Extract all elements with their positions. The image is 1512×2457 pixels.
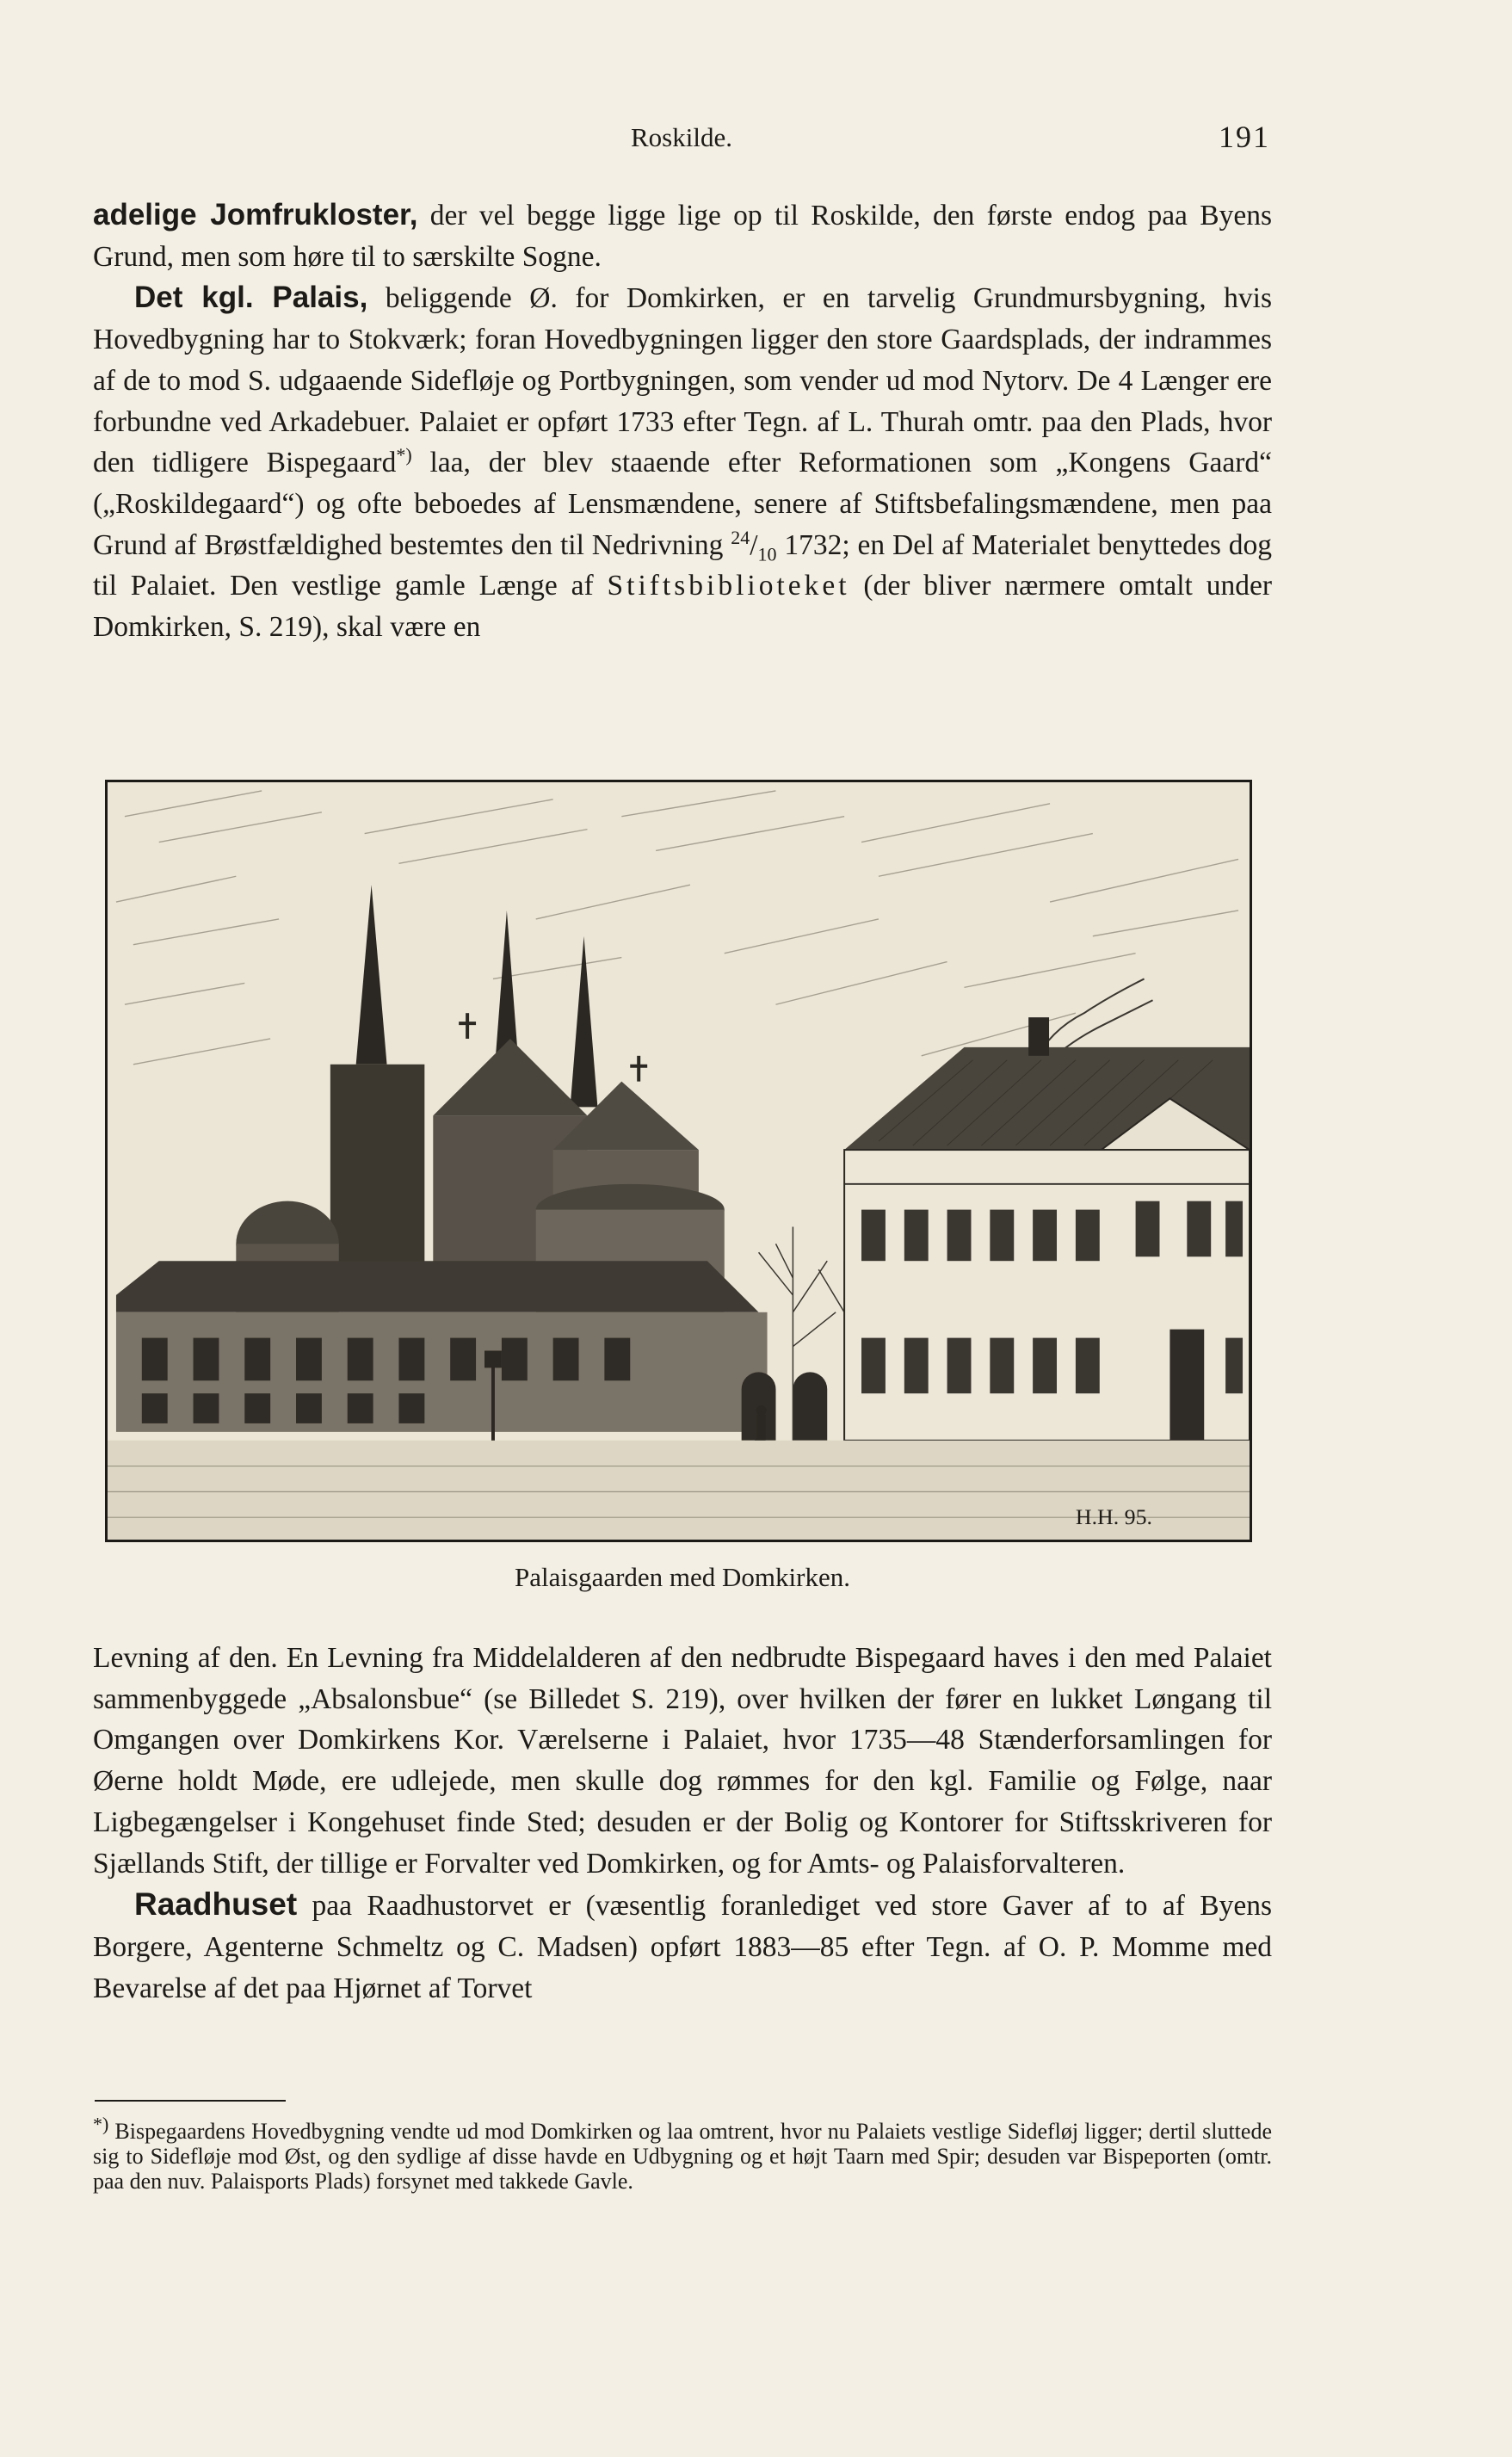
page-header — [93, 119, 1270, 162]
heading-raadhuset: Raadhuset — [134, 1886, 298, 1923]
paragraph-text: beliggende Ø. for Domkirken, er en tarvelig Grundmursbygning, hvis Hovedbygning har to Stokværk; foran Hovedbygningen ligger den store Gaardsplads, der indrammes af de to mod S. udgaaende Sidefløje og Portbygningen, som vender ud mod Nytorv. De 4 Længer ere forbundne ved Arkadebuer. Palaiet er opført 1733 efter Tegn. af L. Thurah omtr. paa den Plads, hvor den tidligere Bispegaard — [93, 282, 1272, 479]
footnote-reference: *) — [396, 444, 412, 466]
running-title: Roskilde. — [631, 122, 732, 152]
footnote — [93, 2113, 1272, 2194]
paragraph-text: (der bliver nærmere omtalt under Domkirken, S. 219), skal være en — [93, 570, 1272, 644]
sky-hatching — [116, 791, 1238, 1065]
footnote-text: Bispegaardens Hovedbygning vendte ud mod Domkirken og laa omtrent, hvor nu Palaiets vestlige Sidefløj ligger; dertil sluttede sig to Sidefløje mod Øst, og den sydlige af disse havde en Udbygning og et højt Taarn med Spir; desuden var Bispeporten (omtr. paa den nuv. Palaisports Plads) forsynet med takkede Gavle. — [93, 2119, 1272, 2194]
artist-signature: H.H. 95. — [1075, 1504, 1153, 1530]
engraving — [108, 782, 1250, 1540]
illustration-palaisgaarden — [105, 780, 1252, 1542]
paragraph-text: laa, der blev staaende efter Reformationen som „Kongens Gaard“ („Roskildegaard“) og ofte beboedes af Lensmændene, senere af Stiftsbefalingsmændene, men paa Grund af Brøstfældighed bestemtes den til Nedrivning — [93, 447, 1272, 561]
paragraph-raadhuset — [93, 1884, 1272, 2009]
paragraph-levning — [93, 1638, 1272, 1884]
date-separator: / — [750, 528, 758, 561]
text-block-bottom — [93, 1638, 1272, 2009]
paragraph-text: der vel begge ligge lige op til Roskilde, den første endog paa Byens Grund, men som høre til to særskilte Sogne. — [93, 200, 1272, 273]
paragraph-text: paa Raadhustorvet er (væsentlig foranlediget ved store Gaver af to af Byens Borgere, Agenterne Schmeltz og C. Madsen) opført 1883—85 efter Tegn. af O. P. Momme med Bevarelse af det paa Hjørnet af Torvet — [93, 1890, 1272, 2004]
text-block-top — [93, 194, 1272, 648]
palace-main-building — [844, 1017, 1250, 1441]
paragraph-jomfrukloster — [93, 194, 1272, 277]
date-month: 10 — [757, 543, 777, 565]
page-number: 191 — [1219, 120, 1270, 154]
footnote-rule — [95, 2100, 286, 2102]
palace-west-wing — [116, 1261, 827, 1441]
date-day: 24 — [731, 526, 750, 548]
heading-palais: Det kgl. Palais, — [134, 281, 368, 315]
spaced-term: Stiftsbiblioteket — [607, 570, 850, 602]
paragraph-text: 1732; en Del af Materialet benyttedes dog til Palaiet. Den vestlige gamle Længe af — [93, 528, 1272, 602]
heading-jomfrukloster: adelige Jomfrukloster, — [93, 198, 418, 232]
paragraph-palais — [93, 277, 1272, 647]
figure-caption: Palaisgaarden med Domkirken. — [515, 1562, 850, 1592]
paragraph-text: Levning af den. En Levning fra Middelalderen af den nedbrudte Bispegaard haves i den med Palaiet sammenbyggede „Absalonsbue“ (se Billedet S. 219), over hvilken der fører en lukket Løngang til Omgangen over Domkirkens Kor. Værelserne i Palaiet, hvor 1735—48 Stænderforsamlingen for Øerne holdt Møde, ere udlejede, men skulle dog rømmes for den kgl. Familie og Følge, naar Ligbegængelser i Kongehuset finde Sted; desuden er der Bolig og Kontorer for Stiftsskriveren for Sjællands Stift, der tillige er Forvalter ved Domkirken, og for Amts- og Palaisforvalteren. — [93, 1642, 1272, 1880]
footnote-mark: *) — [93, 2113, 109, 2135]
